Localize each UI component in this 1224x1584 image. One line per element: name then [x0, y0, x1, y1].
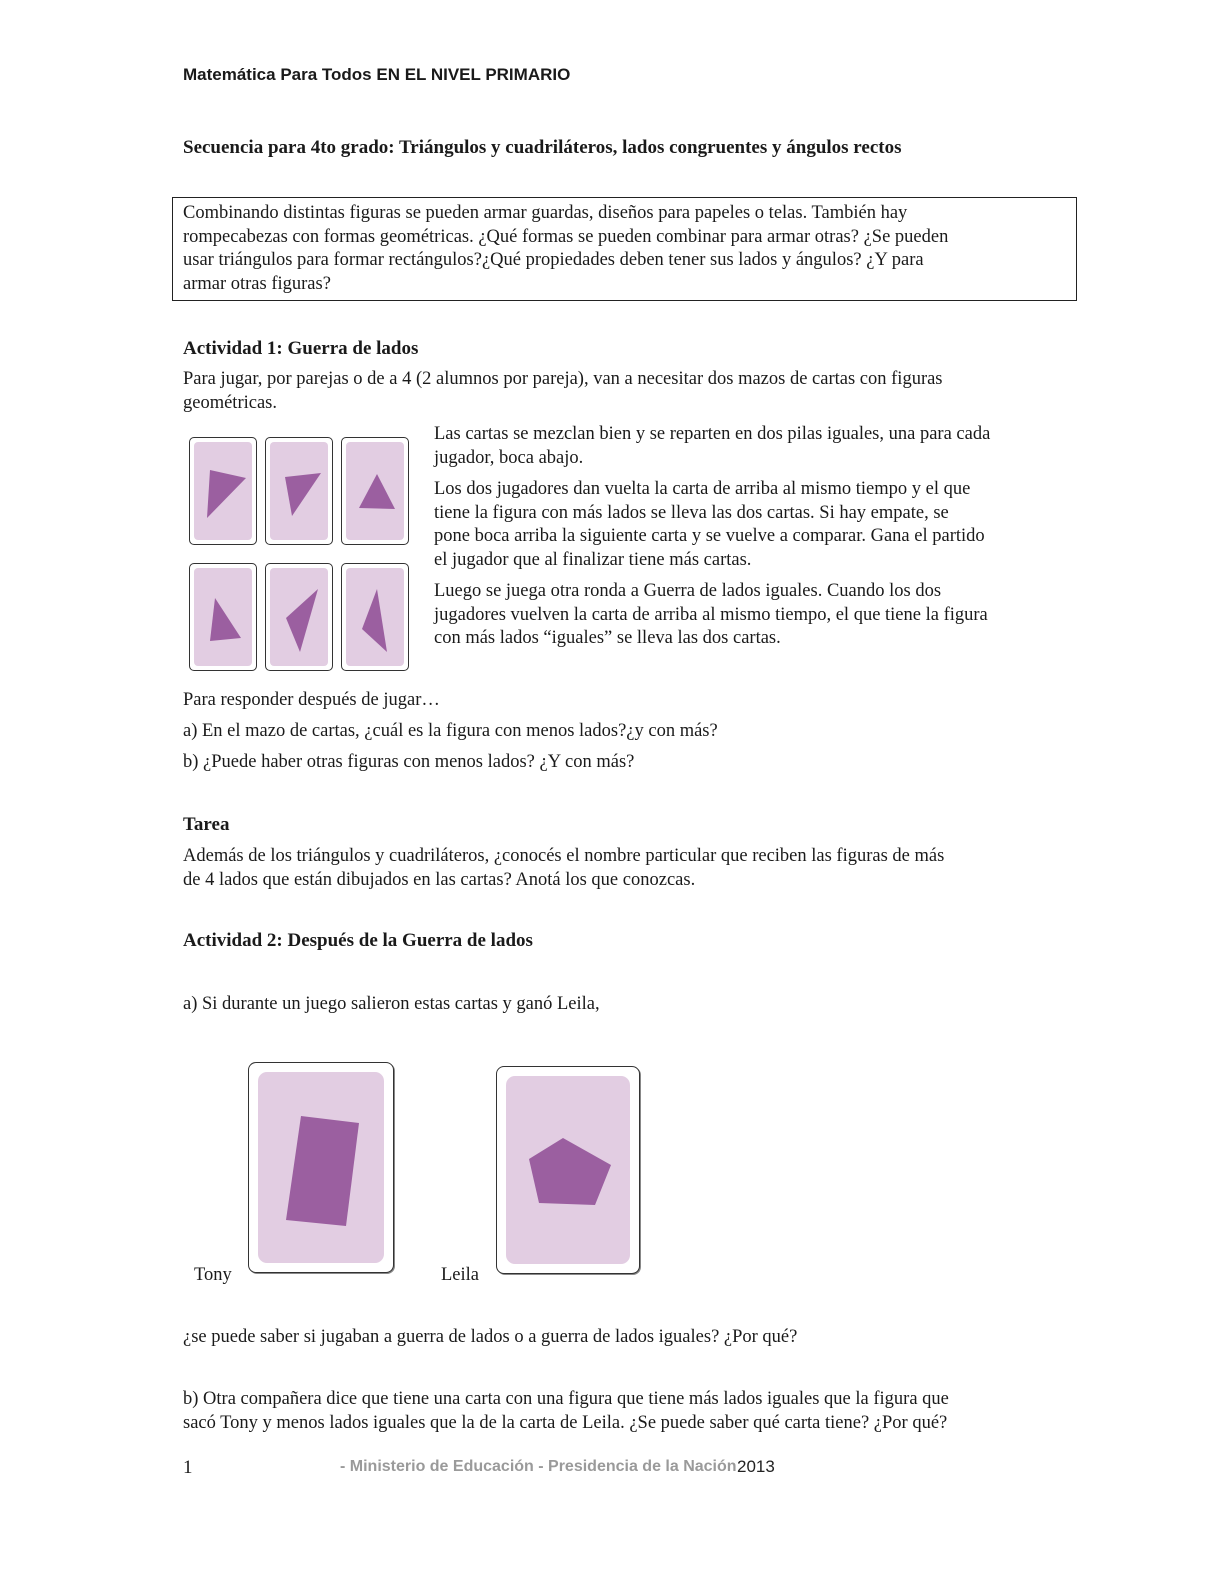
pentagon-shape: [497, 1067, 642, 1276]
homework-heading: Tarea: [183, 814, 230, 835]
question-a: a) En el mazo de cartas, ¿cuál es la figura con menos lados?¿y con más?: [183, 721, 718, 741]
card-triangle-3: [341, 437, 409, 545]
card-triangle-5: [265, 563, 333, 671]
player-label-leila: Leila: [441, 1265, 480, 1285]
activity1-heading: Actividad 1: Guerra de lados: [183, 338, 419, 359]
after-play-text: Para responder después de jugar…: [183, 690, 440, 710]
text-line: con más lados “iguales” se lleva las dos cartas.: [434, 628, 781, 648]
card-leila: [496, 1066, 640, 1274]
text-line: pone boca arriba la siguiente carta y se vuelve a comparar. Gana el partido: [434, 526, 985, 546]
card-triangle-2: [265, 437, 333, 545]
intro-line: rompecabezas con formas geométricas. ¿Qué formas se pueden combinar para armar otras? ¿Se pueden: [183, 226, 949, 247]
text-line: de 4 lados que están dibujados en las cartas? Anotá los que conozcas.: [183, 869, 696, 890]
triangle-shape: [266, 438, 335, 547]
footer-ministry: - Ministerio de Educación - Presidencia de la Nación: [340, 1458, 737, 1475]
player-label-tony: Tony: [194, 1265, 232, 1285]
intro-line: usar triángulos para formar rectángulos?¿Qué propiedades deben tener sus lados y ángulos? ¿Y para: [183, 250, 924, 270]
activity2-question-a: a) Si durante un juego salieron estas cartas y ganó Leila,: [183, 994, 600, 1014]
card-triangle-6: [341, 563, 409, 671]
text-line: tiene la figura con más lados se lleva las dos cartas. Si hay empate, se: [434, 502, 949, 523]
intro-line: armar otras figuras?: [183, 273, 331, 294]
card-triangle-4: [189, 563, 257, 671]
question-b: b) ¿Puede haber otras figuras con menos lados? ¿Y con más?: [183, 752, 635, 772]
page-title: Secuencia para 4to grado: Triángulos y cuadriláteros, lados congruentes y ángulos rectos: [183, 137, 902, 158]
triangle-shape: [342, 438, 411, 547]
triangle-shape: [342, 564, 411, 673]
activity2-heading: Actividad 2: Después de la Guerra de lados: [183, 930, 533, 951]
card-tony: [248, 1062, 394, 1273]
quadrilateral-shape: [249, 1063, 396, 1275]
text-line: Las cartas se mezclan bien y se reparten en dos pilas iguales, una para cada: [434, 424, 991, 444]
text-line: Además de los triángulos y cuadriláteros, ¿conocés el nombre particular que reciben las figuras de más: [183, 846, 945, 866]
text-line: b) Otra compañera dice que tiene una carta con una figura que tiene más lados iguales que la figura que: [183, 1389, 949, 1409]
text-line: geométricas.: [183, 392, 277, 413]
activity1-para2: [434, 478, 985, 572]
card-triangle-1: [189, 437, 257, 545]
activity1-para1: [434, 423, 990, 470]
intro-line: Combinando distintas figuras se pueden armar guardas, diseños para papeles o telas. También hay: [183, 203, 908, 223]
activity1-intro: [183, 368, 943, 415]
activity2-question-a2: ¿se puede saber si jugaban a guerra de lados o a guerra de lados iguales? ¿Por qué?: [183, 1327, 798, 1347]
text-line: Los dos jugadores dan vuelta la carta de arriba al mismo tiempo y el que: [434, 479, 971, 499]
text-line: Luego se juega otra ronda a Guerra de lados iguales. Cuando los dos: [434, 581, 942, 601]
triangle-shape: [190, 564, 259, 673]
footer-year: 2013: [737, 1457, 775, 1476]
text-line: jugador, boca abajo.: [434, 447, 584, 468]
text-line: sacó Tony y menos lados iguales que la de la carta de Leila. ¿Se puede saber qué carta tiene? ¿Por qué?: [183, 1412, 948, 1433]
page-header: Matemática Para Todos EN EL NIVEL PRIMARIO: [183, 65, 571, 84]
activity1-para3: [434, 580, 988, 651]
triangle-shape: [190, 438, 259, 547]
intro-box: [172, 197, 1077, 301]
page-number: 1: [183, 1457, 193, 1478]
activity2-question-b: [183, 1388, 949, 1435]
text-line: el jugador que al finalizar tiene más cartas.: [434, 549, 752, 570]
card-deck-grid: [187, 437, 412, 673]
text-line: Para jugar, por parejas o de a 4 (2 alumnos por pareja), van a necesitar dos mazos de cartas con figuras: [183, 369, 943, 389]
triangle-shape: [266, 564, 335, 673]
homework-text: [183, 845, 944, 892]
text-line: jugadores vuelven la carta de arriba al mismo tiempo, el que tiene la figura: [434, 604, 988, 625]
